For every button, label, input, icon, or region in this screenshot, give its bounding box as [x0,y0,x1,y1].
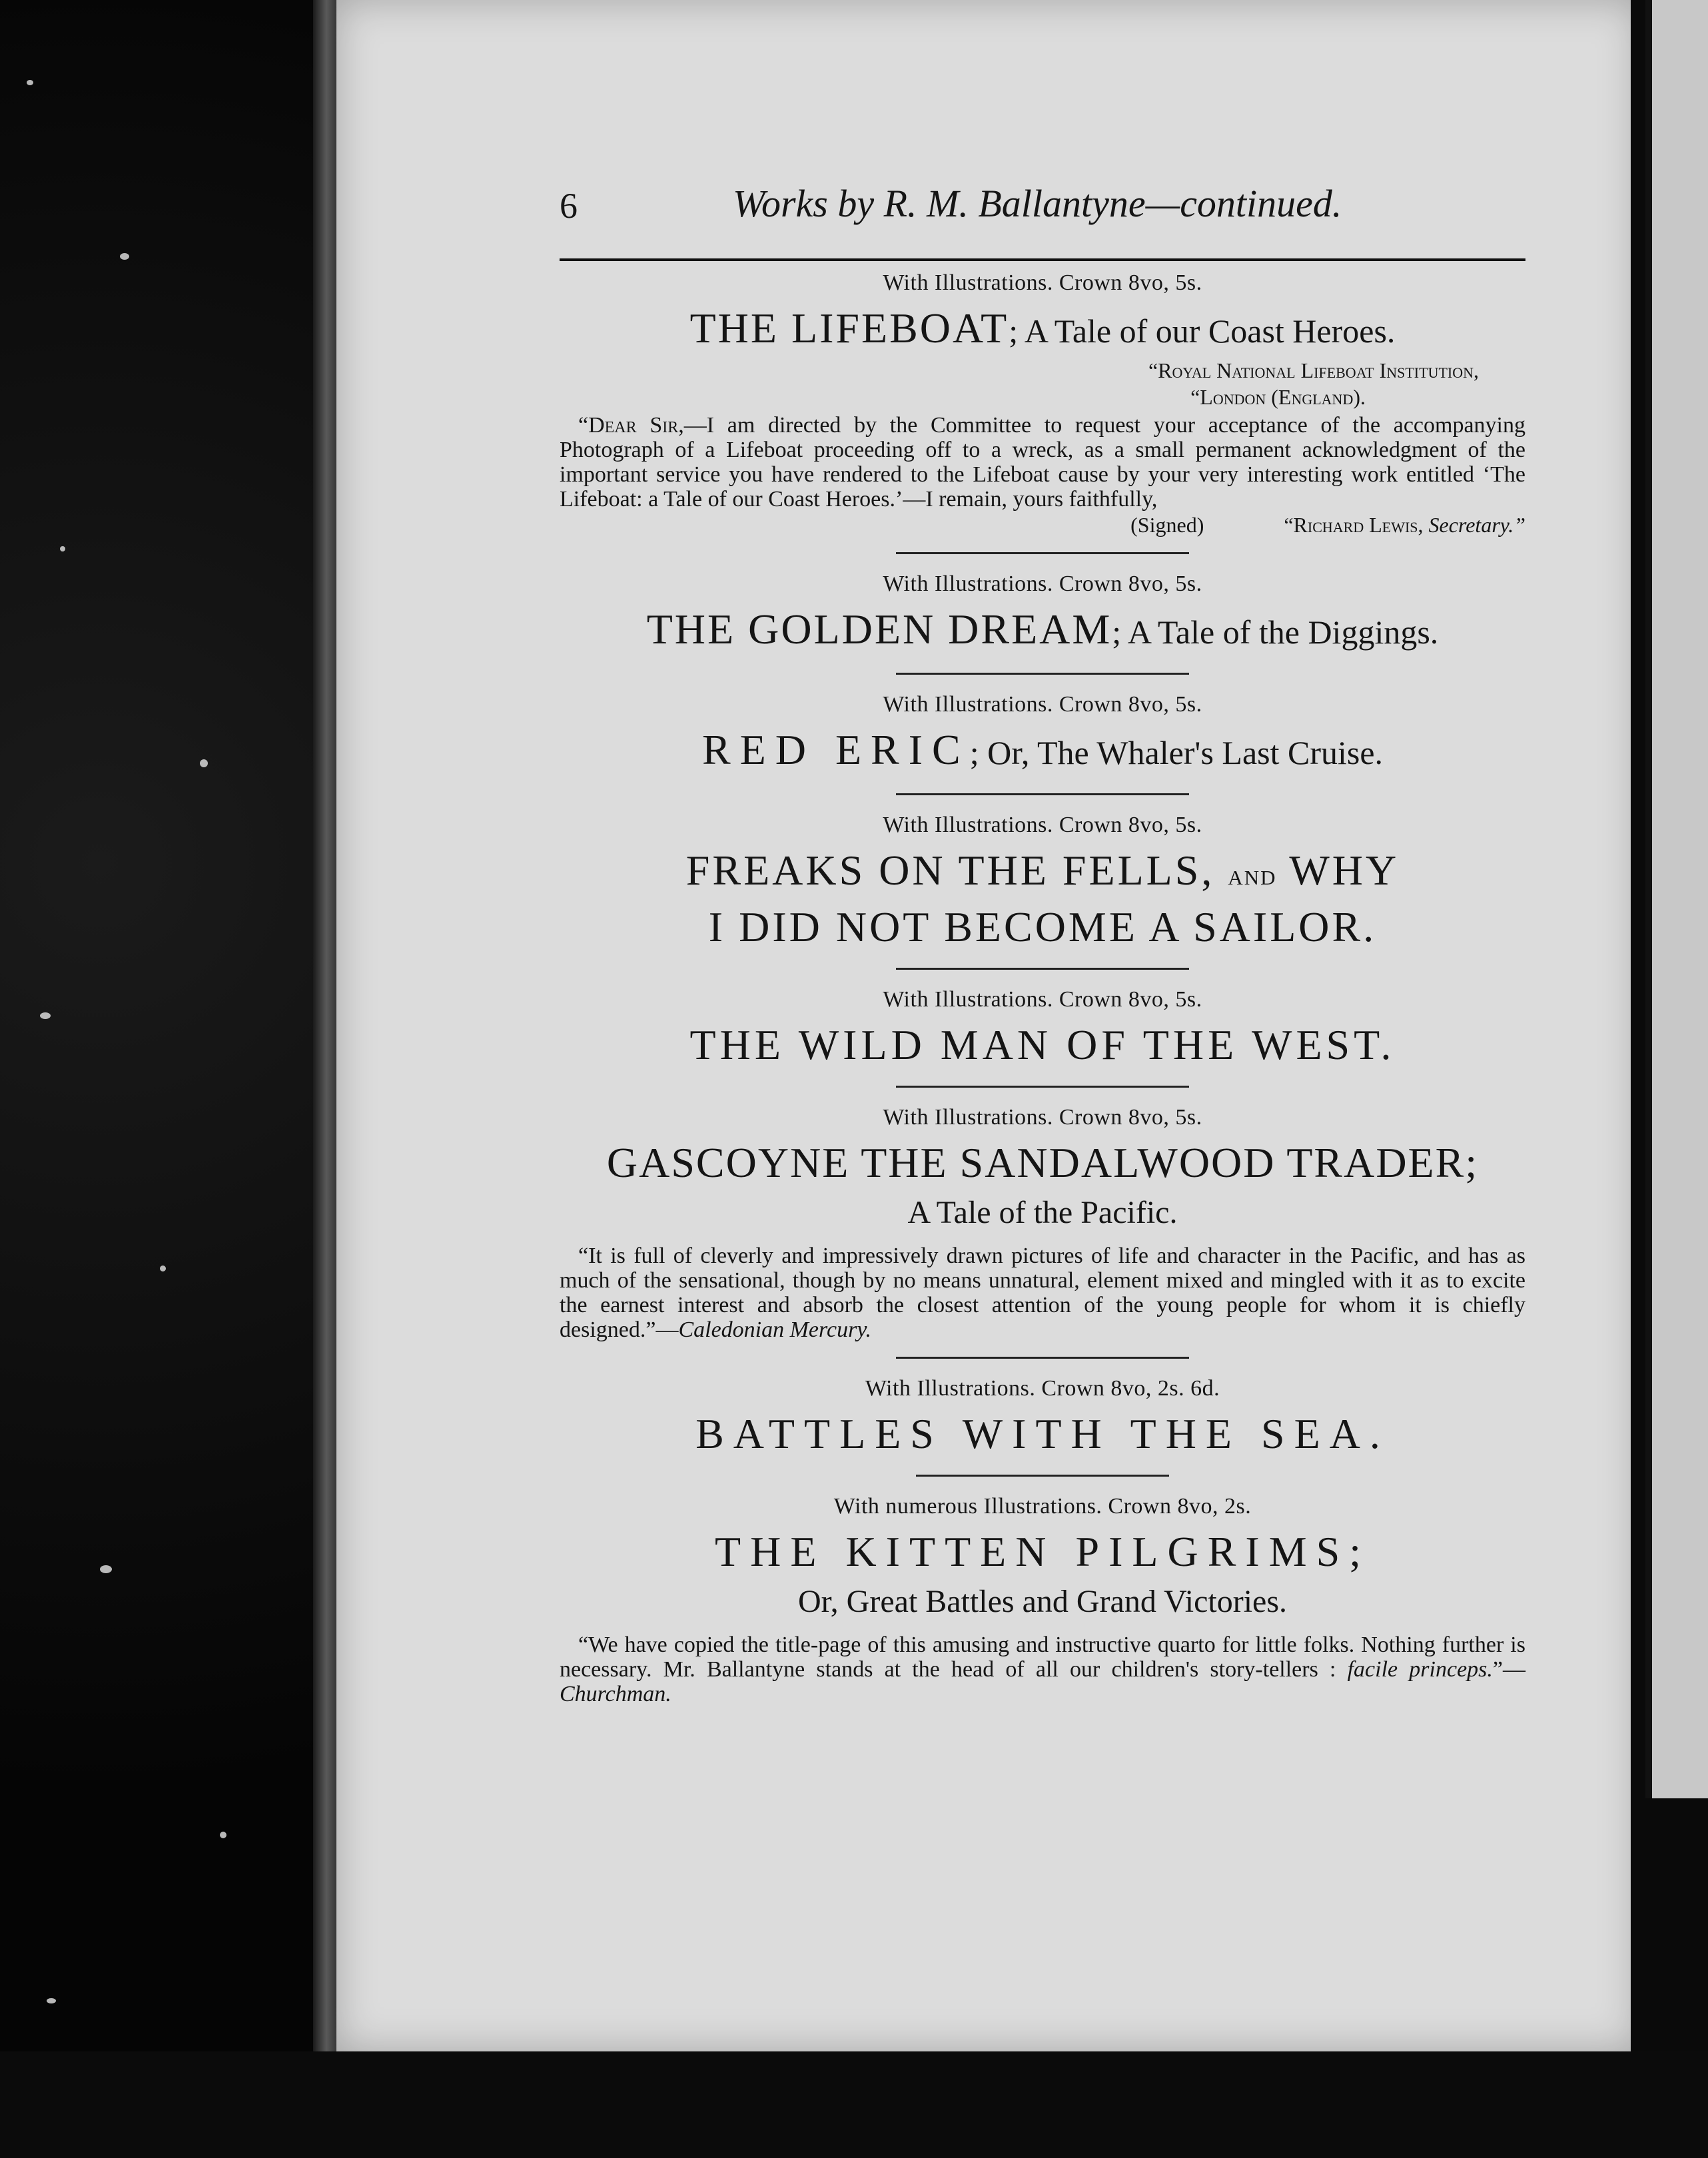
book-title: BATTLES WITH THE SEA. [695,1410,1390,1457]
letter-address-line1: “Royal National Lifeboat Institution, [1148,358,1479,382]
section-divider [896,1357,1189,1359]
book-entry-red-eric [560,692,1525,779]
edition-info: With Illustrations. Crown 8vo, 2s. 6d. [865,1376,1220,1401]
book-subtitle: Or, Great Battles and Grand Victories. [797,1584,1288,1619]
dust-speck [160,1265,166,1271]
subtitle-text: ; A Tale of our Coast Heroes. [1009,312,1396,350]
book-gutter [313,0,340,2158]
title-text: THE LIFEBOAT [689,304,1009,352]
edition-info: With Illustrations. Crown 8vo, 5s. [883,987,1202,1012]
book-entry-kitten-pilgrims [560,1494,1525,1706]
signatory-name: “Richard Lewis, [1284,513,1424,537]
page-number: 6 [560,186,578,226]
review-latin: facile princeps. [1347,1657,1493,1682]
book-title: THE WILD MAN OF THE WEST. [689,1021,1396,1068]
signatory-role: Secretary.” [1428,513,1525,537]
section-divider [896,793,1189,795]
page-content [560,173,1525,1706]
book-entry-lifeboat [560,270,1525,538]
book-title-line2: I DID NOT BECOME A SAILOR. [708,903,1377,950]
signatory [1284,513,1525,538]
review-quote [560,1244,1525,1342]
book-entry-gascoyne [560,1105,1525,1342]
edition-info: With Illustrations. Crown 8vo, 5s. [883,813,1202,837]
section-divider [896,552,1189,554]
letter-text: —I am directed by the Committee to request your acceptance of the accompanying Photograph of a Lifeboat proceeding off to a wreck, as a small permanent acknowledgment of the important service you have rendered to the Lifeboat cause by your very interesting work entitled ‘The Lifeboat: a Tale of our Coast Heroes.’—I remain, yours faithfully, [560,413,1525,512]
letter-address-line2: “London (England). [1190,385,1366,409]
dust-speck [47,1998,56,2003]
dust-speck [120,253,129,260]
subtitle-text: ; Or, The Whaler's Last Cruise. [969,734,1384,771]
section-divider [896,673,1189,675]
title-text: FREAKS ON THE FELLS, [685,847,1215,894]
running-head: Works by R. M. Ballantyne—continued. [733,182,1342,225]
edition-info: With Illustrations. Crown 8vo, 5s. [883,1105,1202,1130]
dust-speck [60,546,65,551]
letter-signature [560,513,1525,538]
review-quote [560,1632,1525,1706]
letter-salutation: “Dear Sir, [578,413,684,438]
book-title [560,724,1525,779]
dust-speck [200,759,208,767]
subtitle-text: ; A Tale of the Diggings. [1112,613,1439,651]
title-text: THE GOLDEN DREAM [646,605,1112,653]
book-entry-battles-with-the-sea [560,1376,1525,1460]
section-divider [896,1086,1189,1088]
facing-page-edge [1645,0,1708,1798]
review-closing: ”— [1492,1657,1525,1682]
section-divider [896,968,1189,970]
title-why: WHY [1289,847,1400,894]
dust-speck [40,1012,51,1019]
review-source: Caledonian Mercury. [678,1317,872,1342]
letter-body [560,413,1525,512]
book-entry-freaks-on-the-fells [560,813,1525,953]
scan-background-bottom [0,2051,1708,2158]
edition-info: With numerous Illustrations. Crown 8vo, 2s. [833,1494,1252,1519]
dust-speck [27,80,33,85]
book-entry-wild-man [560,987,1525,1071]
review-text: “It is full of cleverly and impressively drawn pictures of life and character in the Pacific, and has as much of the sensational, though by no means unnatural, element mixed and mingled with it as to excite the earnest interest and absorb the closest attention of the young people for whom it is chiefly designed.”— [560,1244,1525,1342]
edition-info: With Illustrations. Crown 8vo, 5s. [883,270,1202,295]
review-source: Churchman. [560,1682,671,1706]
book-subtitle: A Tale of the Pacific. [907,1195,1178,1230]
book-title [560,603,1525,658]
book-title: THE KITTEN PILGRIMS; [715,1528,1370,1575]
page-header [560,173,1525,246]
book-entry-golden-dream [560,571,1525,658]
signed-label: (Signed) [1130,513,1204,537]
title-and: and [1228,859,1277,891]
scan-background-left [0,0,333,2158]
header-rule [560,258,1525,261]
title-text: RED ERIC [701,726,970,773]
edition-info: With Illustrations. Crown 8vo, 5s. [883,571,1202,596]
book-title: GASCOYNE THE SANDALWOOD TRADER; [606,1139,1479,1186]
book-title [560,302,1525,357]
dust-speck [100,1565,112,1573]
edition-info: With Illustrations. Crown 8vo, 5s. [883,692,1202,717]
dust-speck [220,1832,226,1838]
section-divider [916,1475,1169,1477]
review-text: “We have copied the title-page of this amusing and instructive quarto for little folks. Nothing further is necessary. Mr. Ballantyne stands at the head of all our children's story-tellers : [560,1632,1525,1682]
book-title-line1 [560,845,1525,901]
